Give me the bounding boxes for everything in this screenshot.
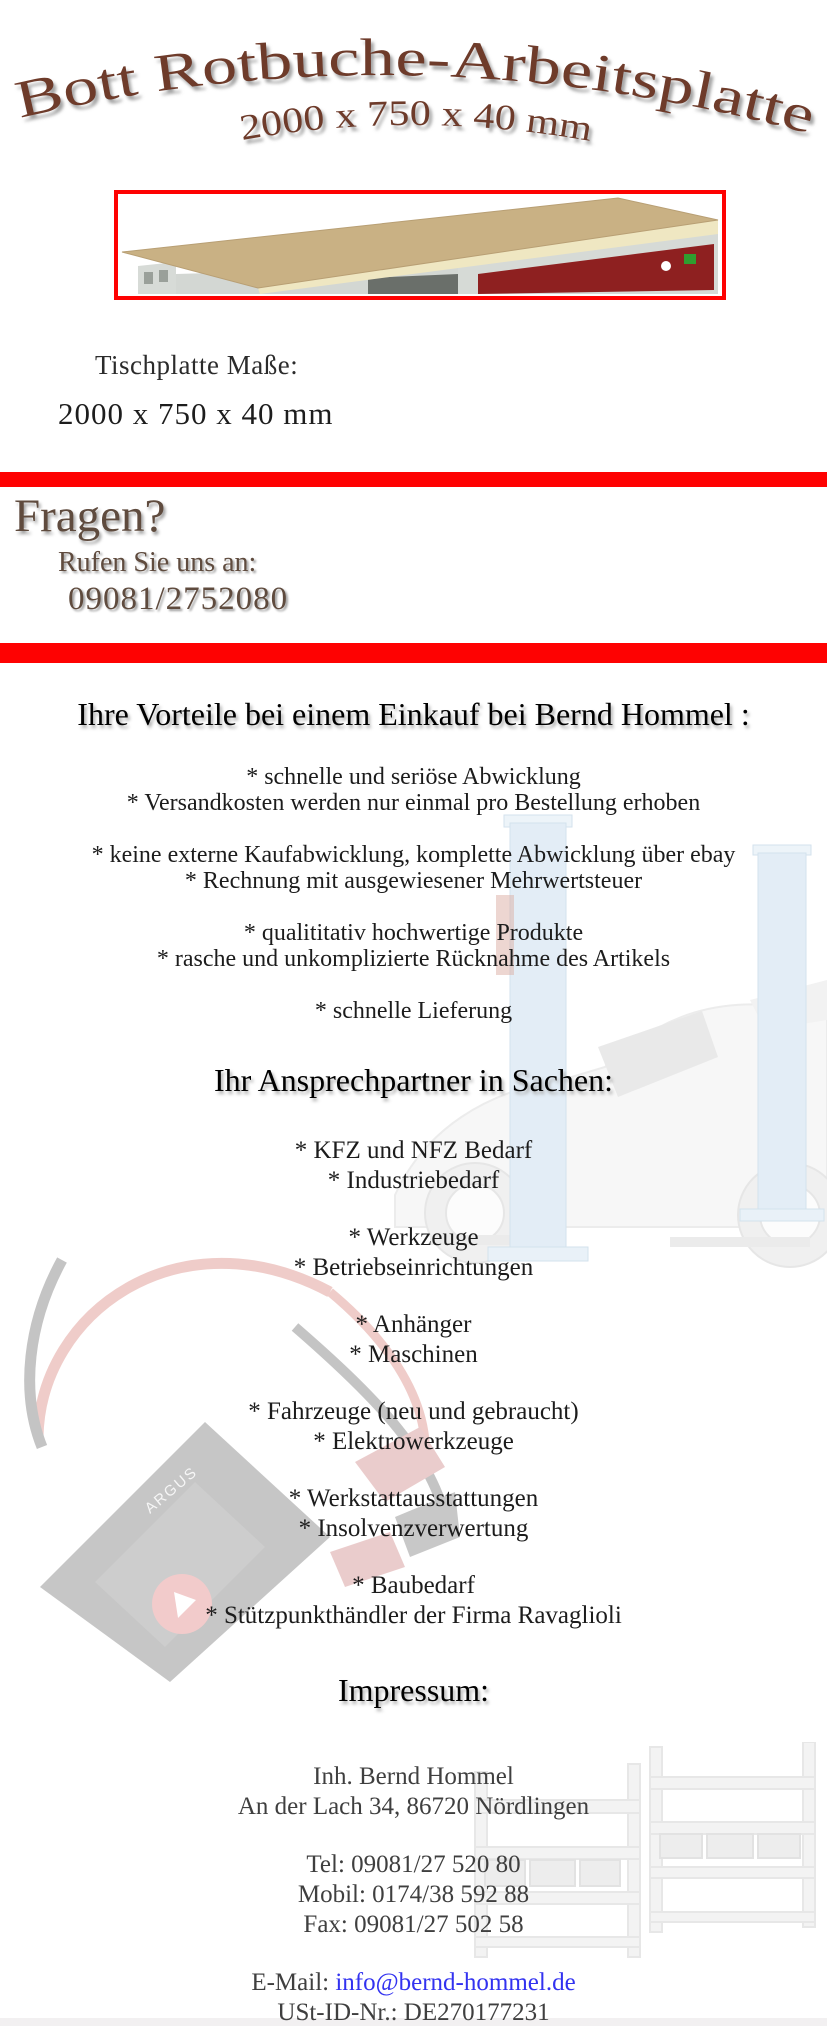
page-title: Bott Rotbuche-Arbeitsplatte (9, 29, 814, 144)
impressum-phone-group (0, 1850, 827, 1940)
svg-text:ARGUS: ARGUS (141, 1463, 202, 1518)
benefits-heading: Ihre Vorteile bei einem Einkauf bei Bernd Hommel : (77, 696, 750, 732)
email-label: E-Mail: (251, 1969, 336, 1996)
service-item: * Fahrzeuge (neu und gebraucht) (248, 1398, 579, 1425)
service-item: * Werkstattausstattungen (288, 1485, 539, 1512)
impressum-vat: USt-ID-Nr.: DE270177231 (277, 1999, 550, 2026)
services-group (0, 1484, 827, 1544)
worktop-product-image (118, 194, 720, 294)
services-group (0, 1571, 827, 1631)
benefits-group (0, 998, 827, 1024)
banner-phone-number: 09081/2752080 (68, 581, 289, 617)
benefit-item: * rasche und unkomplizierte Rücknahme des Artikels (156, 946, 671, 972)
page-title-art (0, 8, 827, 173)
service-item: * Maschinen (349, 1341, 478, 1368)
red-divider-bottom (0, 643, 827, 663)
impressum-email-line (0, 1968, 827, 1998)
benefit-item: * schnelle Lieferung (314, 998, 513, 1024)
benefit-item: * Versandkosten werden nur einmal pro Bestellung erhoben (126, 790, 701, 816)
services-group (0, 1136, 827, 1196)
benefit-item: * qualititativ hochwertige Produkte (243, 920, 584, 946)
benefits-group (0, 842, 827, 894)
svg-text:2000 x 750 x 40 mm (237, 93, 596, 149)
services-list (0, 1136, 827, 1658)
benefits-group (0, 920, 827, 972)
impressum-mobil: Mobil: 0174/38 592 88 (297, 1881, 530, 1908)
service-item: * Betriebseinrichtungen (293, 1254, 534, 1281)
service-item: * Werkzeuge (348, 1224, 479, 1251)
impressum-owner: Inh. Bernd Hommel (313, 1763, 514, 1790)
services-group (0, 1223, 827, 1283)
benefits-group (0, 764, 827, 816)
email-link[interactable]: info@bernd-hommel.de (335, 1969, 576, 1996)
services-heading: Ihr Ansprechpartner in Sachen: (214, 1062, 613, 1098)
service-item: * Baubedarf (352, 1572, 475, 1599)
page-subtitle: 2000 x 750 x 40 mm (236, 92, 591, 149)
benefit-item: * Rechnung mit ausgewiesener Mehrwertsteuer (184, 868, 643, 894)
dimensions-label: Tischplatte Maße: (95, 350, 299, 380)
service-item: * Elektrowerkzeuge (313, 1428, 514, 1455)
impressum-tel: Tel: 09081/27 520 80 (306, 1851, 521, 1878)
benefit-item: * keine externe Kaufabwicklung, komplette Abwicklung über ebay (91, 842, 736, 868)
service-item: * Stützpunkthändler der Firma Ravaglioli (205, 1602, 622, 1629)
services-group (0, 1310, 827, 1370)
service-item: * Industriebedarf (327, 1167, 500, 1194)
product-image-frame (114, 190, 726, 300)
dimensions-value: 2000 x 750 x 40 mm (58, 396, 334, 431)
impressum-address: An der Lach 34, 86720 Nördlingen (237, 1793, 590, 1820)
benefit-item: * schnelle und seriöse Abwicklung (246, 764, 581, 790)
benefits-list (0, 764, 827, 1050)
red-divider-top (0, 472, 827, 487)
service-item: * KFZ und NFZ Bedarf (294, 1137, 533, 1164)
impressum-owner-group (0, 1762, 827, 1822)
service-item: * Insolvenzverwertung (298, 1515, 529, 1542)
impressum-block (0, 1762, 827, 2026)
service-item: * Anhänger (355, 1311, 472, 1338)
services-group (0, 1397, 827, 1457)
impressum-heading: Impressum: (337, 1672, 490, 1708)
call-us-line: Rufen Sie uns an: (58, 547, 257, 578)
impressum-mail-group (0, 1968, 827, 2026)
impressum-fax: Fax: 09081/27 502 58 (303, 1911, 524, 1938)
questions-headline: Fragen? (14, 490, 166, 542)
